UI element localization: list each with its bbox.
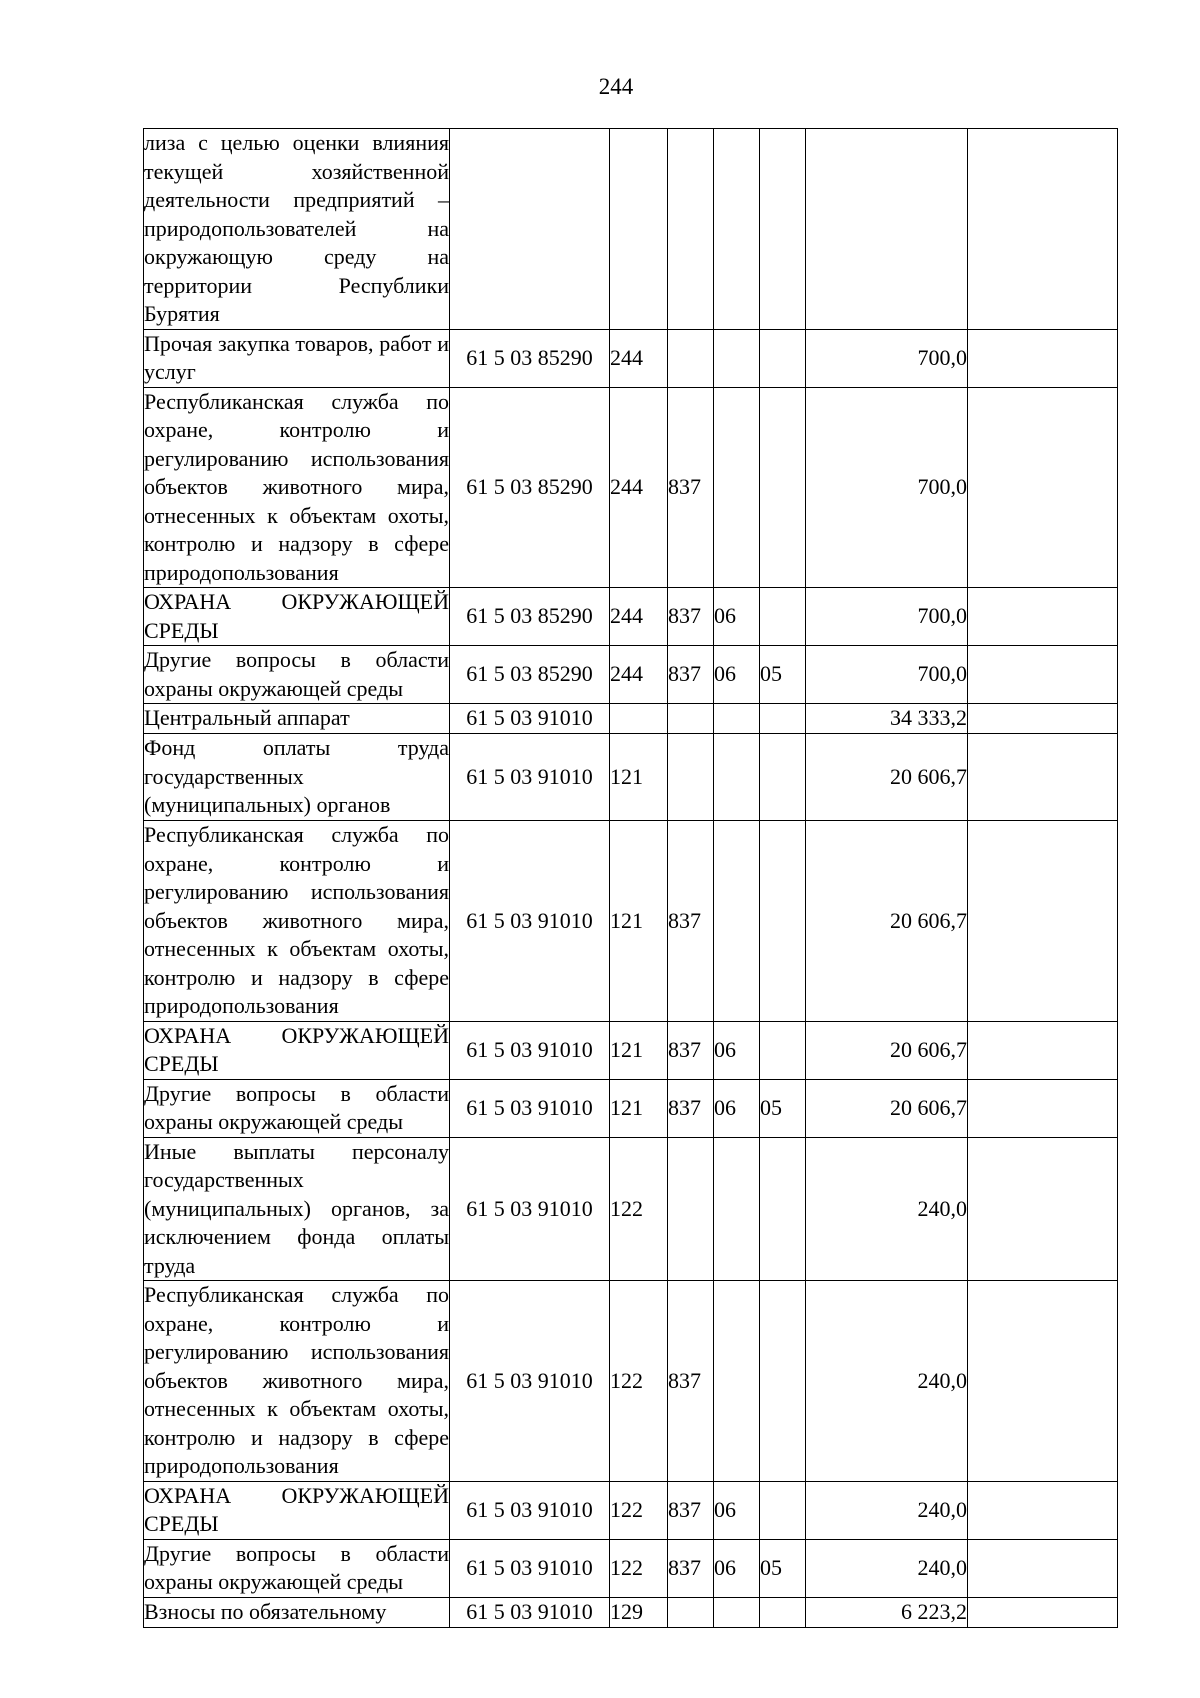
- row-section: 06: [714, 1079, 760, 1137]
- row-department: [668, 1137, 714, 1281]
- row-empty-cell: [968, 1079, 1118, 1137]
- table-row: [144, 821, 1118, 1022]
- row-section: [714, 1597, 760, 1627]
- row-amount: 34 333,2: [806, 704, 968, 734]
- row-subsection: [760, 387, 806, 588]
- row-amount: 240,0: [806, 1137, 968, 1281]
- row-department: 837: [668, 821, 714, 1022]
- row-description: Взносы по обязательному: [144, 1597, 450, 1627]
- row-description: Другие вопросы в области охраны окружающей среды: [144, 646, 450, 704]
- row-amount: 240,0: [806, 1281, 968, 1482]
- row-target-code: 61 5 03 91010: [450, 1079, 610, 1137]
- row-empty-cell: [968, 1281, 1118, 1482]
- row-description: лиза с целью оценки влияния текущей хозяйственной деятельности предприятий – природопользователей на окружающую среду на территории Республики Бурятия: [144, 129, 450, 330]
- row-section: [714, 387, 760, 588]
- row-expense-type: 121: [610, 821, 668, 1022]
- row-department: 837: [668, 646, 714, 704]
- row-section: 06: [714, 588, 760, 646]
- row-amount: 20 606,7: [806, 821, 968, 1022]
- row-department: 837: [668, 1539, 714, 1597]
- row-section: [714, 734, 760, 821]
- row-target-code: 61 5 03 85290: [450, 588, 610, 646]
- row-empty-cell: [968, 1021, 1118, 1079]
- row-subsection: [760, 1137, 806, 1281]
- row-amount: 6 223,2: [806, 1597, 968, 1627]
- row-expense-type: 129: [610, 1597, 668, 1627]
- row-section: [714, 1137, 760, 1281]
- row-empty-cell: [968, 1539, 1118, 1597]
- row-department: [668, 129, 714, 330]
- row-expense-type: 244: [610, 387, 668, 588]
- row-expense-type: 122: [610, 1137, 668, 1281]
- row-amount: 20 606,7: [806, 1079, 968, 1137]
- row-target-code: 61 5 03 85290: [450, 329, 610, 387]
- row-section: 06: [714, 646, 760, 704]
- row-empty-cell: [968, 821, 1118, 1022]
- row-empty-cell: [968, 1137, 1118, 1281]
- row-section: 06: [714, 1539, 760, 1597]
- budget-table: [143, 128, 1118, 1628]
- table-row: [144, 734, 1118, 821]
- row-subsection: [760, 329, 806, 387]
- page-number: 244: [598, 74, 634, 99]
- row-department: [668, 734, 714, 821]
- row-section: [714, 129, 760, 330]
- row-expense-type: 121: [610, 1079, 668, 1137]
- row-amount: 240,0: [806, 1481, 968, 1539]
- row-department: 837: [668, 1281, 714, 1482]
- table-row: [144, 704, 1118, 734]
- row-expense-type: 244: [610, 588, 668, 646]
- row-amount: [806, 129, 968, 330]
- row-section: 06: [714, 1021, 760, 1079]
- row-empty-cell: [968, 129, 1118, 330]
- table-row: [144, 1539, 1118, 1597]
- row-description: Республиканская служба по охране, контролю и регулированию использования объектов животного мира, отнесенных к объектам охоты, контролю и надзору в сфере природопользования: [144, 387, 450, 588]
- row-expense-type: 122: [610, 1281, 668, 1482]
- row-empty-cell: [968, 704, 1118, 734]
- row-expense-type: 122: [610, 1481, 668, 1539]
- row-description: Центральный аппарат: [144, 704, 450, 734]
- row-target-code: 61 5 03 91010: [450, 734, 610, 821]
- table-row: [144, 588, 1118, 646]
- row-description: ОХРАНА ОКРУЖАЮЩЕЙ СРЕДЫ: [144, 1481, 450, 1539]
- row-target-code: 61 5 03 91010: [450, 821, 610, 1022]
- row-description: Фонд оплаты труда государственных (муниципальных) органов: [144, 734, 450, 821]
- row-target-code: 61 5 03 91010: [450, 704, 610, 734]
- table-row: [144, 1137, 1118, 1281]
- row-amount: 20 606,7: [806, 1021, 968, 1079]
- row-target-code: 61 5 03 91010: [450, 1539, 610, 1597]
- table-row: [144, 646, 1118, 704]
- row-subsection: [760, 704, 806, 734]
- row-amount: 700,0: [806, 588, 968, 646]
- row-section: [714, 1281, 760, 1482]
- row-empty-cell: [968, 387, 1118, 588]
- table-row: [144, 129, 1118, 330]
- table-row: [144, 329, 1118, 387]
- row-department: 837: [668, 387, 714, 588]
- row-section: [714, 821, 760, 1022]
- row-subsection: [760, 821, 806, 1022]
- row-subsection: [760, 1281, 806, 1482]
- row-expense-type: 244: [610, 329, 668, 387]
- row-department: [668, 704, 714, 734]
- row-empty-cell: [968, 646, 1118, 704]
- row-empty-cell: [968, 734, 1118, 821]
- table-row: [144, 1079, 1118, 1137]
- row-description: Республиканская служба по охране, контролю и регулированию использования объектов животного мира, отнесенных к объектам охоты, контролю и надзору в сфере природопользования: [144, 1281, 450, 1482]
- row-department: 837: [668, 588, 714, 646]
- row-expense-type: [610, 129, 668, 330]
- table-row: [144, 387, 1118, 588]
- row-amount: 700,0: [806, 387, 968, 588]
- row-section: 06: [714, 1481, 760, 1539]
- row-subsection: 05: [760, 646, 806, 704]
- row-description: Иные выплаты персоналу государственных (муниципальных) органов, за исключением фонда оплаты труда: [144, 1137, 450, 1281]
- row-section: [714, 704, 760, 734]
- row-department: 837: [668, 1481, 714, 1539]
- row-subsection: [760, 734, 806, 821]
- row-amount: 700,0: [806, 329, 968, 387]
- row-target-code: 61 5 03 85290: [450, 387, 610, 588]
- row-target-code: 61 5 03 91010: [450, 1597, 610, 1627]
- row-empty-cell: [968, 329, 1118, 387]
- row-target-code: 61 5 03 91010: [450, 1281, 610, 1482]
- row-amount: 240,0: [806, 1539, 968, 1597]
- table-row: [144, 1481, 1118, 1539]
- row-description: Другие вопросы в области охраны окружающей среды: [144, 1539, 450, 1597]
- table-row: [144, 1597, 1118, 1627]
- row-department: [668, 329, 714, 387]
- row-empty-cell: [968, 1481, 1118, 1539]
- row-description: Республиканская служба по охране, контролю и регулированию использования объектов животного мира, отнесенных к объектам охоты, контролю и надзору в сфере природопользования: [144, 821, 450, 1022]
- table-row: [144, 1281, 1118, 1482]
- row-section: [714, 329, 760, 387]
- row-description: ОХРАНА ОКРУЖАЮЩЕЙ СРЕДЫ: [144, 1021, 450, 1079]
- row-subsection: [760, 1481, 806, 1539]
- row-department: 837: [668, 1079, 714, 1137]
- table-body: [144, 129, 1118, 1628]
- row-subsection: [760, 1597, 806, 1627]
- row-target-code: [450, 129, 610, 330]
- row-description: Другие вопросы в области охраны окружающей среды: [144, 1079, 450, 1137]
- row-target-code: 61 5 03 91010: [450, 1137, 610, 1281]
- row-target-code: 61 5 03 85290: [450, 646, 610, 704]
- row-target-code: 61 5 03 91010: [450, 1481, 610, 1539]
- row-expense-type: [610, 704, 668, 734]
- row-expense-type: 121: [610, 1021, 668, 1079]
- row-target-code: 61 5 03 91010: [450, 1021, 610, 1079]
- row-amount: 20 606,7: [806, 734, 968, 821]
- row-empty-cell: [968, 588, 1118, 646]
- row-empty-cell: [968, 1597, 1118, 1627]
- row-expense-type: 244: [610, 646, 668, 704]
- table-row: [144, 1021, 1118, 1079]
- row-amount: 700,0: [806, 646, 968, 704]
- row-subsection: [760, 1021, 806, 1079]
- row-subsection: 05: [760, 1079, 806, 1137]
- row-department: [668, 1597, 714, 1627]
- row-subsection: [760, 129, 806, 330]
- row-expense-type: 122: [610, 1539, 668, 1597]
- row-description: Прочая закупка товаров, работ и услуг: [144, 329, 450, 387]
- row-subsection: 05: [760, 1539, 806, 1597]
- row-subsection: [760, 588, 806, 646]
- row-expense-type: 121: [610, 734, 668, 821]
- row-department: 837: [668, 1021, 714, 1079]
- row-description: ОХРАНА ОКРУЖАЮЩЕЙ СРЕДЫ: [144, 588, 450, 646]
